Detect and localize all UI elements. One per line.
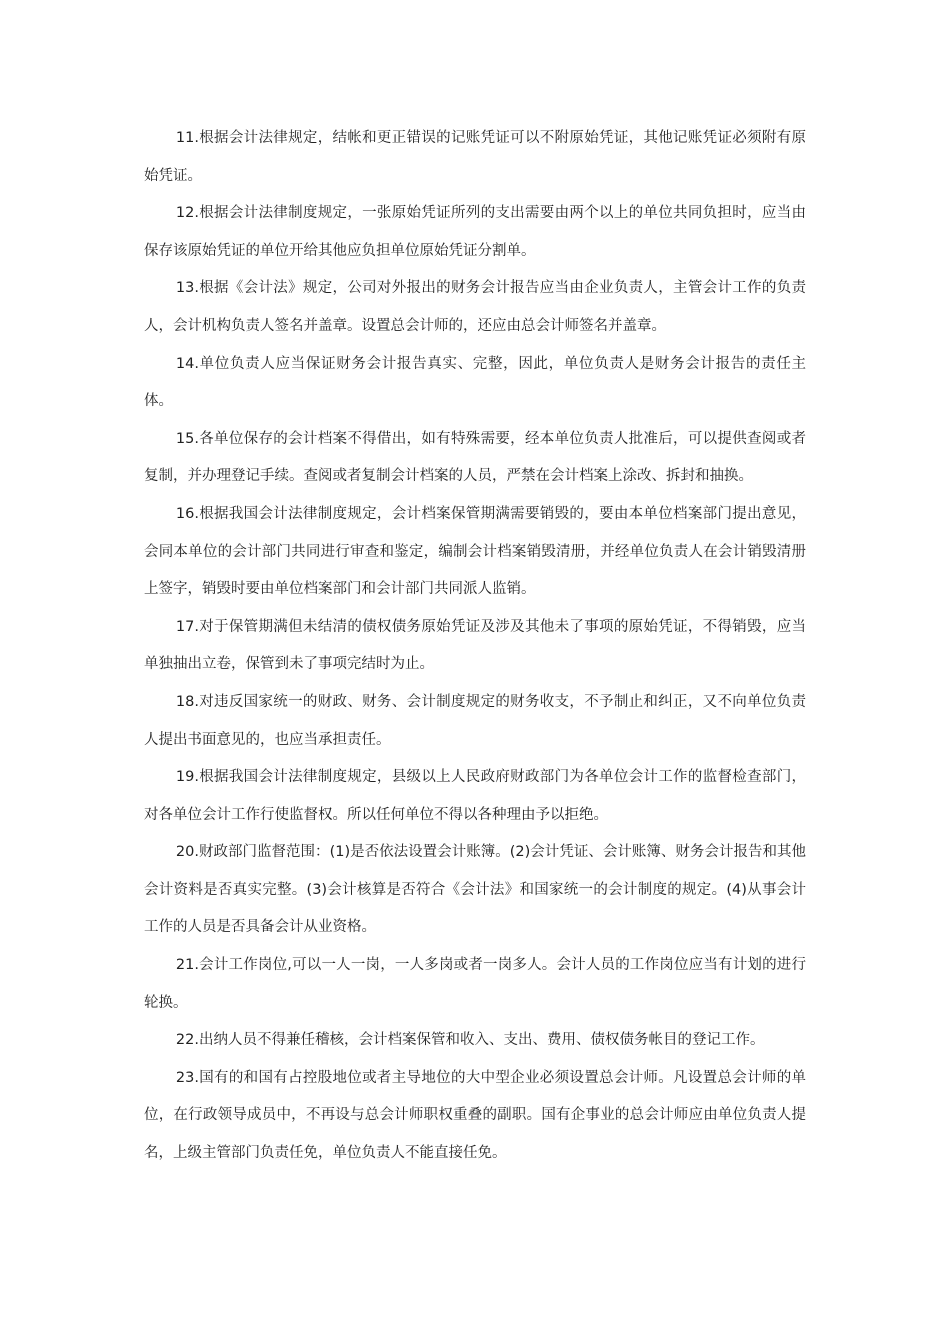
paragraph-11: 11.根据会计法律规定，结帐和更正错误的记账凭证可以不附原始凭证，其他记账凭证必须附有原始凭证。 [144,130,806,184]
paragraph-22: 22.出纳人员不得兼任稽核，会计档案保管和收入、支出、费用、债权债务帐目的登记工作。 [175,1032,765,1049]
paragraph-13: 13.根据《会计法》规定，公司对外报出的财务会计报告应当由企业负责人，主管会计工作的负责人，会计机构负责人签名并盖章。设置总会计师的，还应由总会计师签名并盖章。 [144,280,806,334]
paragraph-14: 14.单位负责人应当保证财务会计报告真实、完整，因此，单位负责人是财务会计报告的责任主体。 [144,355,806,410]
document-body [144,120,806,1173]
paragraph-21: 21.会计工作岗位,可以一人一岗，一人多岗或者一岗多人。会计人员的工作岗位应当有计划的进行轮换。 [144,957,806,1011]
paragraph-20: 20.财政部门监督范围：(1)是否依法设置会计账簿。(2)会计凭证、会计账簿、财务会计报告和其他会计资料是否真实完整。(3)会计核算是否符合《会计法》和国家统一的会计制度的规定。(4)从事会计工作的人员是否具备会计从业资格。 [144,844,806,936]
paragraph-17: 17.对于保管期满但未结清的债权债务原始凭证及涉及其他未了事项的原始凭证，不得销毁，应当单独抽出立卷，保管到未了事项完结时为止。 [144,618,806,673]
paragraph-16: 16.根据我国会计法律制度规定，会计档案保管期满需要销毁的，要由本单位档案部门提出意见，会同本单位的会计部门共同进行审查和鉴定，编制会计档案销毁清册，并经单位负责人在会计销毁清册上签字，销毁时要由单位档案部门和会计部门共同派人监销。 [144,505,806,598]
paragraph-15: 15.各单位保存的会计档案不得借出，如有特殊需要，经本单位负责人批准后，可以提供查阅或者复制，并办理登记手续。查阅或者复制会计档案的人员，严禁在会计档案上涂改、拆封和抽换。 [144,430,806,485]
paragraph-18: 18.对违反国家统一的财政、财务、会计制度规定的财务收支，不予制止和纠正，又不向单位负责人提出书面意见的，也应当承担责任。 [144,693,806,748]
paragraph-12: 12.根据会计法律制度规定，一张原始凭证所列的支出需要由两个以上的单位共同负担时，应当由保存该原始凭证的单位开给其他应负担单位原始凭证分割单。 [144,205,806,259]
paragraph-19: 19.根据我国会计法律制度规定，县级以上人民政府财政部门为各单位会计工作的监督检查部门，对各单位会计工作行使监督权。所以任何单位不得以各种理由予以拒绝。 [144,769,806,823]
paragraph-23: 23.国有的和国有占控股地位或者主导地位的大中型企业必须设置总会计师。凡设置总会计师的单位，在行政领导成员中，不再设与总会计师职权重叠的副职。国有企事业的总会计师应由单位负责人提名，上级主管部门负责任免，单位负责人不能直接任免。 [144,1069,806,1162]
